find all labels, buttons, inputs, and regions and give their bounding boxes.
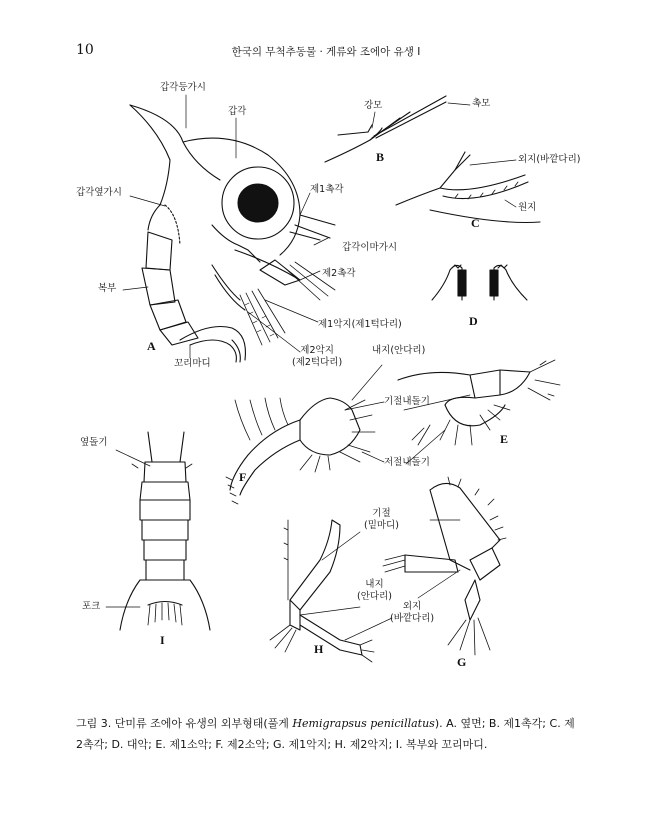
caption-species: Hemigrapsus penicillatus (292, 717, 435, 730)
label-dorsal-spine: 갑각등가시 (160, 82, 206, 93)
label-basis (364, 508, 399, 532)
label-carapace: 갑각 (228, 106, 247, 117)
label-exopod-c: 외지(바깥다리) (518, 154, 581, 165)
panel-label-e: E (500, 432, 509, 446)
label-maxilliped2-line1: 제2악지 (300, 345, 334, 356)
panel-label-f: F (239, 470, 247, 484)
antennule-drawing (325, 96, 446, 162)
label-seta: 촉모 (472, 98, 491, 109)
label-basis-line1: 기절 (372, 508, 391, 519)
label-basis-line2: (밑마디) (364, 519, 399, 531)
label-endopod-h-line2: (안다리) (357, 590, 392, 602)
label-endopod-top: 내지(안다리) (372, 345, 426, 356)
label-maxilliped2-line2: (제2턱다리) (292, 356, 343, 368)
figure-caption (76, 714, 580, 756)
panel-label-c: C (471, 216, 480, 230)
label-basal-endite: 기절내돌기 (384, 396, 430, 407)
panel-label-h: H (314, 642, 324, 656)
maxilla-drawing (226, 398, 375, 504)
label-antennule: 제1촉각 (310, 184, 344, 195)
label-coxal-endite: 저절내돌기 (384, 457, 430, 468)
label-exopod-g (390, 601, 434, 625)
label-lateral-spine: 갑각옆가시 (76, 187, 122, 198)
label-aesthetasc: 강모 (364, 100, 383, 111)
mandible-drawing (432, 265, 527, 300)
label-abdomen: 복부 (98, 283, 117, 294)
label-maxilliped1: 제1악지(제1턱다리) (318, 319, 402, 330)
label-furca: 포크 (82, 601, 101, 612)
panel-label-g: G (457, 655, 467, 669)
label-maxilliped2 (292, 345, 342, 369)
label-endopod-c: 원지 (518, 202, 537, 213)
label-endopod-h-line1: 내지 (365, 579, 384, 590)
panel-label-b: B (376, 150, 385, 164)
label-antenna: 제2촉각 (322, 268, 356, 279)
caption-suffix: ). A. 옆면; B. 제1촉각; C. 제2촉각; D. 대악; E. 제1소악; F. 제2소악; G. 제1악지; H. 제2악지; I. 복부와 꼬리마디. (76, 717, 575, 751)
label-rostral-spine: 갑각이마가시 (342, 242, 398, 253)
caption-prefix: 그림 3. 단미류 조에아 유생의 외부형태(풀게 (76, 717, 293, 730)
label-telson: 꼬리마디 (174, 358, 211, 369)
label-exopod-g-line1: 외지 (402, 601, 422, 612)
abdomen-telson-drawing (120, 432, 210, 630)
label-exopod-g-line2: (바깥다리) (390, 612, 435, 624)
page-number: 10 (76, 42, 94, 58)
running-header: 한국의 무척추동물 · 게류와 조에아 유생 I (231, 46, 421, 58)
label-lateral-knob: 옆돌기 (80, 437, 108, 448)
panel-label-a: A (147, 339, 156, 353)
label-endopod-h (357, 579, 392, 603)
maxilliped1-drawing (383, 477, 506, 655)
zoea-lateral-drawing (130, 105, 335, 362)
panel-label-i: I (160, 633, 165, 647)
panel-label-d: D (469, 314, 478, 328)
